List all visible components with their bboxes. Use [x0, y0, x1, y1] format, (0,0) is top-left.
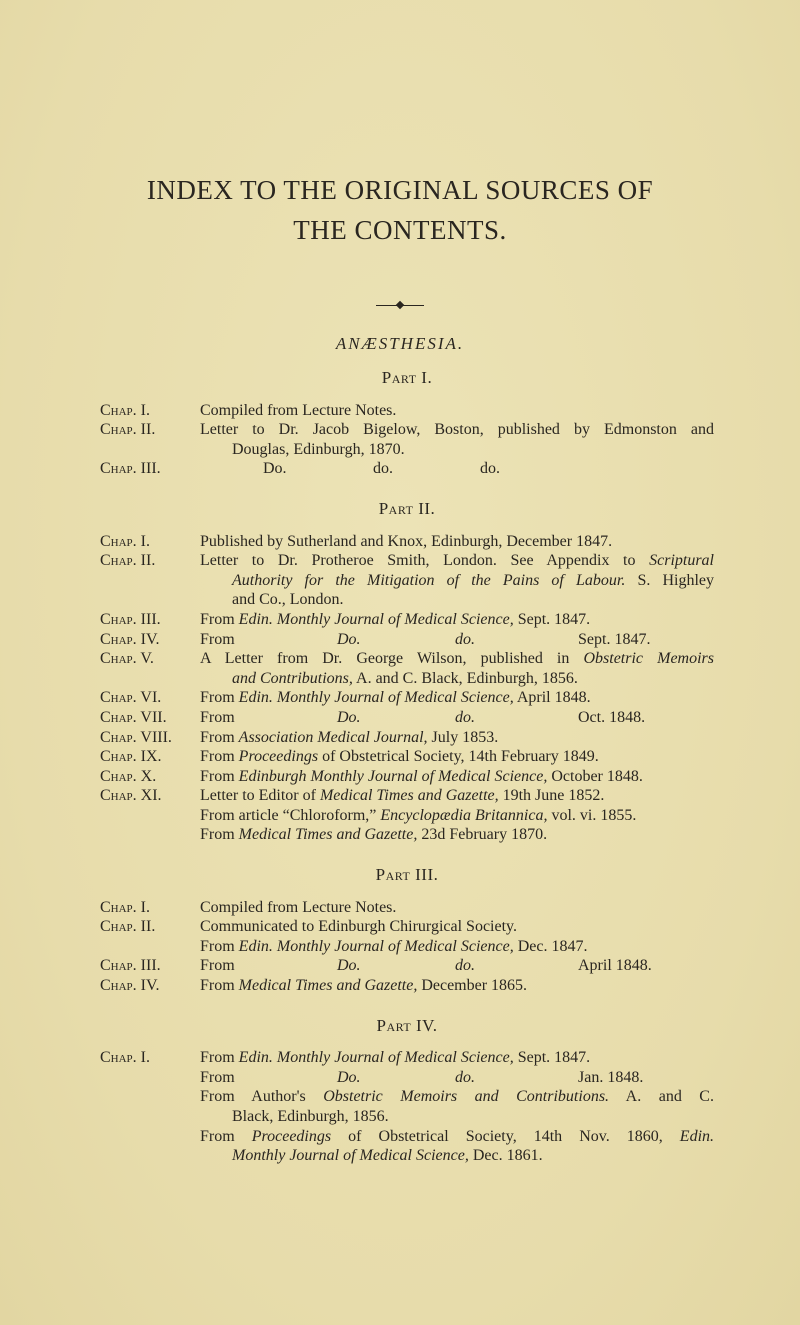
chapter-label: Chap. I.: [100, 401, 151, 419]
source-line: [200, 610, 714, 630]
chapter-label: Chap. III.: [100, 460, 161, 478]
chapter-label: Chap. IV.: [100, 630, 160, 648]
chapter-label: [100, 937, 200, 957]
text-segment: Black, Edinburgh, 1856.: [232, 1108, 389, 1125]
text-segment: A. and C.: [609, 1088, 714, 1106]
source-column: Jan. 1848.: [578, 1068, 644, 1086]
text-segment: of Obstetrical Society, 14th February 1849.: [318, 748, 599, 766]
text-segment: Letter to Dr. Jacob Bigelow, Boston, published by Edmonston and: [200, 421, 714, 439]
source-column: Do.: [337, 1068, 361, 1086]
index-entry: [100, 401, 714, 421]
source-line: [200, 1068, 714, 1088]
source-column: From: [200, 708, 235, 726]
italic-title: Medical Times and Gazette,: [238, 826, 418, 844]
chapter-label: Chap. VIII.: [100, 728, 172, 746]
italic-title: Association Medical Journal,: [238, 728, 428, 746]
page-title: [0, 170, 800, 250]
chapter-label: Chap. I.: [100, 532, 151, 550]
source-text: [200, 708, 714, 728]
source-column: Oct. 1848.: [578, 708, 646, 726]
index-entry: [100, 747, 714, 767]
source-line: [200, 747, 714, 767]
text-segment: and Co., London.: [232, 591, 344, 609]
diamond-icon: [396, 301, 404, 309]
chapter-label: Chap. IV.: [100, 977, 160, 995]
italic-title: Edin. Monthly Journal of Medical Science,: [238, 937, 514, 955]
source-column: do.: [480, 460, 500, 478]
italic-title: Obstetric Memoirs: [583, 650, 714, 668]
italic-title: Proceedings: [251, 1127, 332, 1145]
italic-title: and Contributions,: [232, 669, 353, 687]
source-line: [200, 825, 714, 845]
text-segment: July 1853.: [427, 728, 499, 746]
part-heading: Part II.: [378, 498, 436, 518]
italic-title: Edin. Monthly Journal of Medical Science,: [238, 689, 514, 707]
index-entry: [100, 728, 714, 748]
index-entry: [100, 459, 714, 479]
italic-title: Edinburgh Monthly Journal of Medical Science,: [238, 767, 548, 785]
text-segment: From: [200, 728, 239, 746]
source-text: [200, 898, 714, 918]
text-segment: Letter to Dr. Protheroe Smith, London. See Appendix to: [200, 552, 650, 570]
source-text: [200, 401, 714, 421]
part-heading: Part I.: [381, 368, 433, 387]
text-segment: Sept. 1847.: [513, 1049, 591, 1067]
source-text: [200, 728, 714, 748]
source-text: [200, 649, 714, 688]
index-entry: [100, 976, 714, 996]
source-column: Do.: [263, 460, 287, 478]
chapter-label: Chap. X.: [100, 767, 157, 785]
chapter-label: Chap. II.: [100, 421, 156, 439]
source-line: [200, 401, 714, 421]
title-line-1: INDEX TO THE ORIGINAL SOURCES OF: [146, 175, 654, 205]
source-text: [200, 630, 714, 650]
source-line: [200, 688, 714, 708]
chapter-label: Chap. II.: [100, 552, 156, 570]
text-segment: From: [200, 767, 239, 785]
source-text: [200, 1127, 714, 1166]
index-entry: [100, 420, 714, 459]
chapter-label: Chap. II.: [100, 918, 156, 936]
source-line: [200, 532, 714, 552]
italic-title: Obstetric Memoirs and Contributions.: [323, 1088, 610, 1106]
italic-title: Edin. Monthly Journal of Medical Science,: [238, 1049, 514, 1067]
source-text: [200, 610, 714, 630]
chapter-label: Chap. I.: [100, 1049, 151, 1067]
source-line: [200, 767, 714, 787]
italic-title: Medical Times and Gazette,: [238, 977, 418, 995]
source-column: do.: [455, 1068, 475, 1086]
source-text: [200, 956, 714, 976]
source-text: [200, 1068, 714, 1088]
chapter-label: [100, 825, 200, 845]
text-segment: Dec. 1861.: [468, 1147, 543, 1165]
index-entry: [100, 917, 714, 937]
source-line: [200, 551, 714, 571]
part-heading: Part III.: [375, 865, 439, 885]
source-line: [200, 420, 714, 440]
index-entry: [100, 1068, 714, 1088]
text-segment: of Obstetrical Society, 14th Nov. 1860,: [331, 1127, 680, 1145]
index-entry: [100, 688, 714, 708]
text-segment: A Letter from Dr. George Wilson, published in: [200, 650, 584, 668]
source-column: Do.: [337, 630, 361, 648]
title-line-2: THE CONTENTS.: [293, 215, 507, 245]
text-segment: Communicated to Edinburgh Chirurgical Society.: [200, 918, 517, 936]
text-segment: From: [200, 689, 239, 707]
text-segment: From: [200, 826, 239, 844]
chapter-label: [100, 1127, 200, 1166]
text-segment: S. Highley: [625, 571, 714, 589]
index-entry: [100, 825, 714, 845]
source-line: [200, 440, 714, 460]
text-segment: 19th June 1852.: [498, 787, 605, 805]
text-segment: From: [200, 937, 239, 955]
source-text: [200, 688, 714, 708]
source-line: [200, 976, 714, 996]
italic-title: Scriptural: [649, 552, 714, 570]
index-entry: [100, 767, 714, 787]
source-text: [200, 825, 714, 845]
source-column: do.: [455, 957, 475, 975]
source-text: [200, 551, 714, 610]
text-segment: April 1848.: [513, 689, 591, 707]
source-column: do.: [373, 460, 393, 478]
source-text: [200, 459, 714, 479]
index-entry: [100, 708, 714, 728]
part-heading: Part IV.: [376, 1015, 438, 1035]
source-line: [200, 786, 714, 806]
text-segment: vol. vi. 1855.: [547, 806, 637, 824]
italic-title: Authority for the Mitigation of the Pains of Labour.: [232, 571, 626, 589]
text-segment: Dec. 1847.: [513, 937, 588, 955]
chapter-label: [100, 1068, 200, 1088]
source-line: [200, 1087, 714, 1107]
source-line: [200, 917, 714, 937]
source-column: Do.: [337, 957, 361, 975]
source-text: [200, 420, 714, 459]
index-entry: [100, 806, 714, 826]
source-column: Sept. 1847.: [578, 630, 651, 648]
source-column: From: [200, 957, 235, 975]
source-column: April 1848.: [578, 957, 652, 975]
chapter-label: Chap. VII.: [100, 708, 167, 726]
source-line: [200, 571, 714, 591]
source-text: [200, 786, 714, 806]
index-entry: [100, 532, 714, 552]
source-line: [200, 669, 714, 689]
text-segment: From article “Chloroform,”: [200, 806, 381, 824]
text-segment: From: [200, 1049, 239, 1067]
index-entry: [100, 956, 714, 976]
source-text: [200, 1087, 714, 1126]
source-text: [200, 917, 714, 937]
source-line: [200, 937, 714, 957]
italic-title: Encyclopædia Britannica,: [380, 806, 548, 824]
text-segment: From: [200, 610, 239, 628]
text-segment: From: [200, 977, 239, 995]
chapter-label: [100, 1087, 200, 1126]
text-segment: October 1848.: [547, 767, 643, 785]
source-column: do.: [455, 630, 475, 648]
italic-title: Proceedings: [238, 748, 319, 766]
text-segment: December 1865.: [417, 977, 528, 995]
index-body: [100, 368, 714, 1166]
index-entry: [100, 1087, 714, 1126]
text-segment: Sept. 1847.: [513, 610, 591, 628]
section-subject: ANÆSTHESIA.: [335, 334, 465, 353]
index-entry: [100, 551, 714, 610]
text-segment: From: [200, 1127, 252, 1145]
source-line: [200, 590, 714, 610]
chapter-label: Chap. XI.: [100, 787, 162, 805]
chapter-label: Chap. IX.: [100, 748, 162, 766]
text-segment: A. and C. Black, Edinburgh, 1856.: [352, 669, 578, 687]
source-line: [200, 956, 714, 976]
italic-title: Monthly Journal of Medical Science,: [232, 1147, 469, 1165]
index-entry: [100, 937, 714, 957]
source-text: [200, 747, 714, 767]
source-column: Do.: [337, 708, 361, 726]
text-segment: From Author's: [200, 1088, 324, 1106]
text-segment: Compiled from Lecture Notes.: [200, 401, 397, 419]
text-segment: Douglas, Edinburgh, 1870.: [232, 440, 405, 458]
source-line: [200, 728, 714, 748]
index-entry: [100, 610, 714, 630]
index-entry: [100, 898, 714, 918]
italic-title: Edin.: [679, 1127, 715, 1145]
text-segment: Published by Sutherland and Knox, Edinburgh, December 1847.: [200, 532, 613, 550]
chapter-label: Chap. I.: [100, 898, 151, 916]
ornament-divider: [376, 305, 424, 307]
source-line: [200, 806, 714, 826]
index-entry: [100, 630, 714, 650]
chapter-label: Chap. VI.: [100, 689, 162, 707]
index-entry: [100, 649, 714, 688]
source-line: [200, 1146, 714, 1166]
source-line: [200, 708, 714, 728]
italic-title: Edin. Monthly Journal of Medical Science,: [238, 610, 514, 628]
chapter-label: Chap. III.: [100, 610, 161, 628]
index-entry: [100, 786, 714, 806]
source-text: [200, 806, 714, 826]
text-segment: 23d February 1870.: [417, 826, 548, 844]
chapter-label: Chap. III.: [100, 957, 161, 975]
source-column: From: [200, 1068, 235, 1086]
source-text: [200, 767, 714, 787]
text-segment: Compiled from Lecture Notes.: [200, 898, 397, 916]
source-text: [200, 532, 714, 552]
source-text: [200, 1048, 714, 1068]
source-column: From: [200, 630, 235, 648]
source-line: [200, 898, 714, 918]
chapter-label: Chap. V.: [100, 650, 154, 668]
text-segment: From: [200, 748, 239, 766]
source-text: [200, 976, 714, 996]
source-line: [200, 459, 714, 479]
italic-title: Medical Times and Gazette,: [319, 787, 499, 805]
source-line: [200, 630, 714, 650]
source-text: [200, 937, 714, 957]
index-entry: [100, 1127, 714, 1166]
source-column: do.: [455, 708, 475, 726]
source-line: [200, 649, 714, 669]
source-line: [200, 1127, 714, 1147]
source-line: [200, 1107, 714, 1127]
source-line: [200, 1048, 714, 1068]
index-entry: [100, 1048, 714, 1068]
chapter-label: [100, 806, 200, 826]
text-segment: Letter to Editor of: [200, 787, 320, 805]
